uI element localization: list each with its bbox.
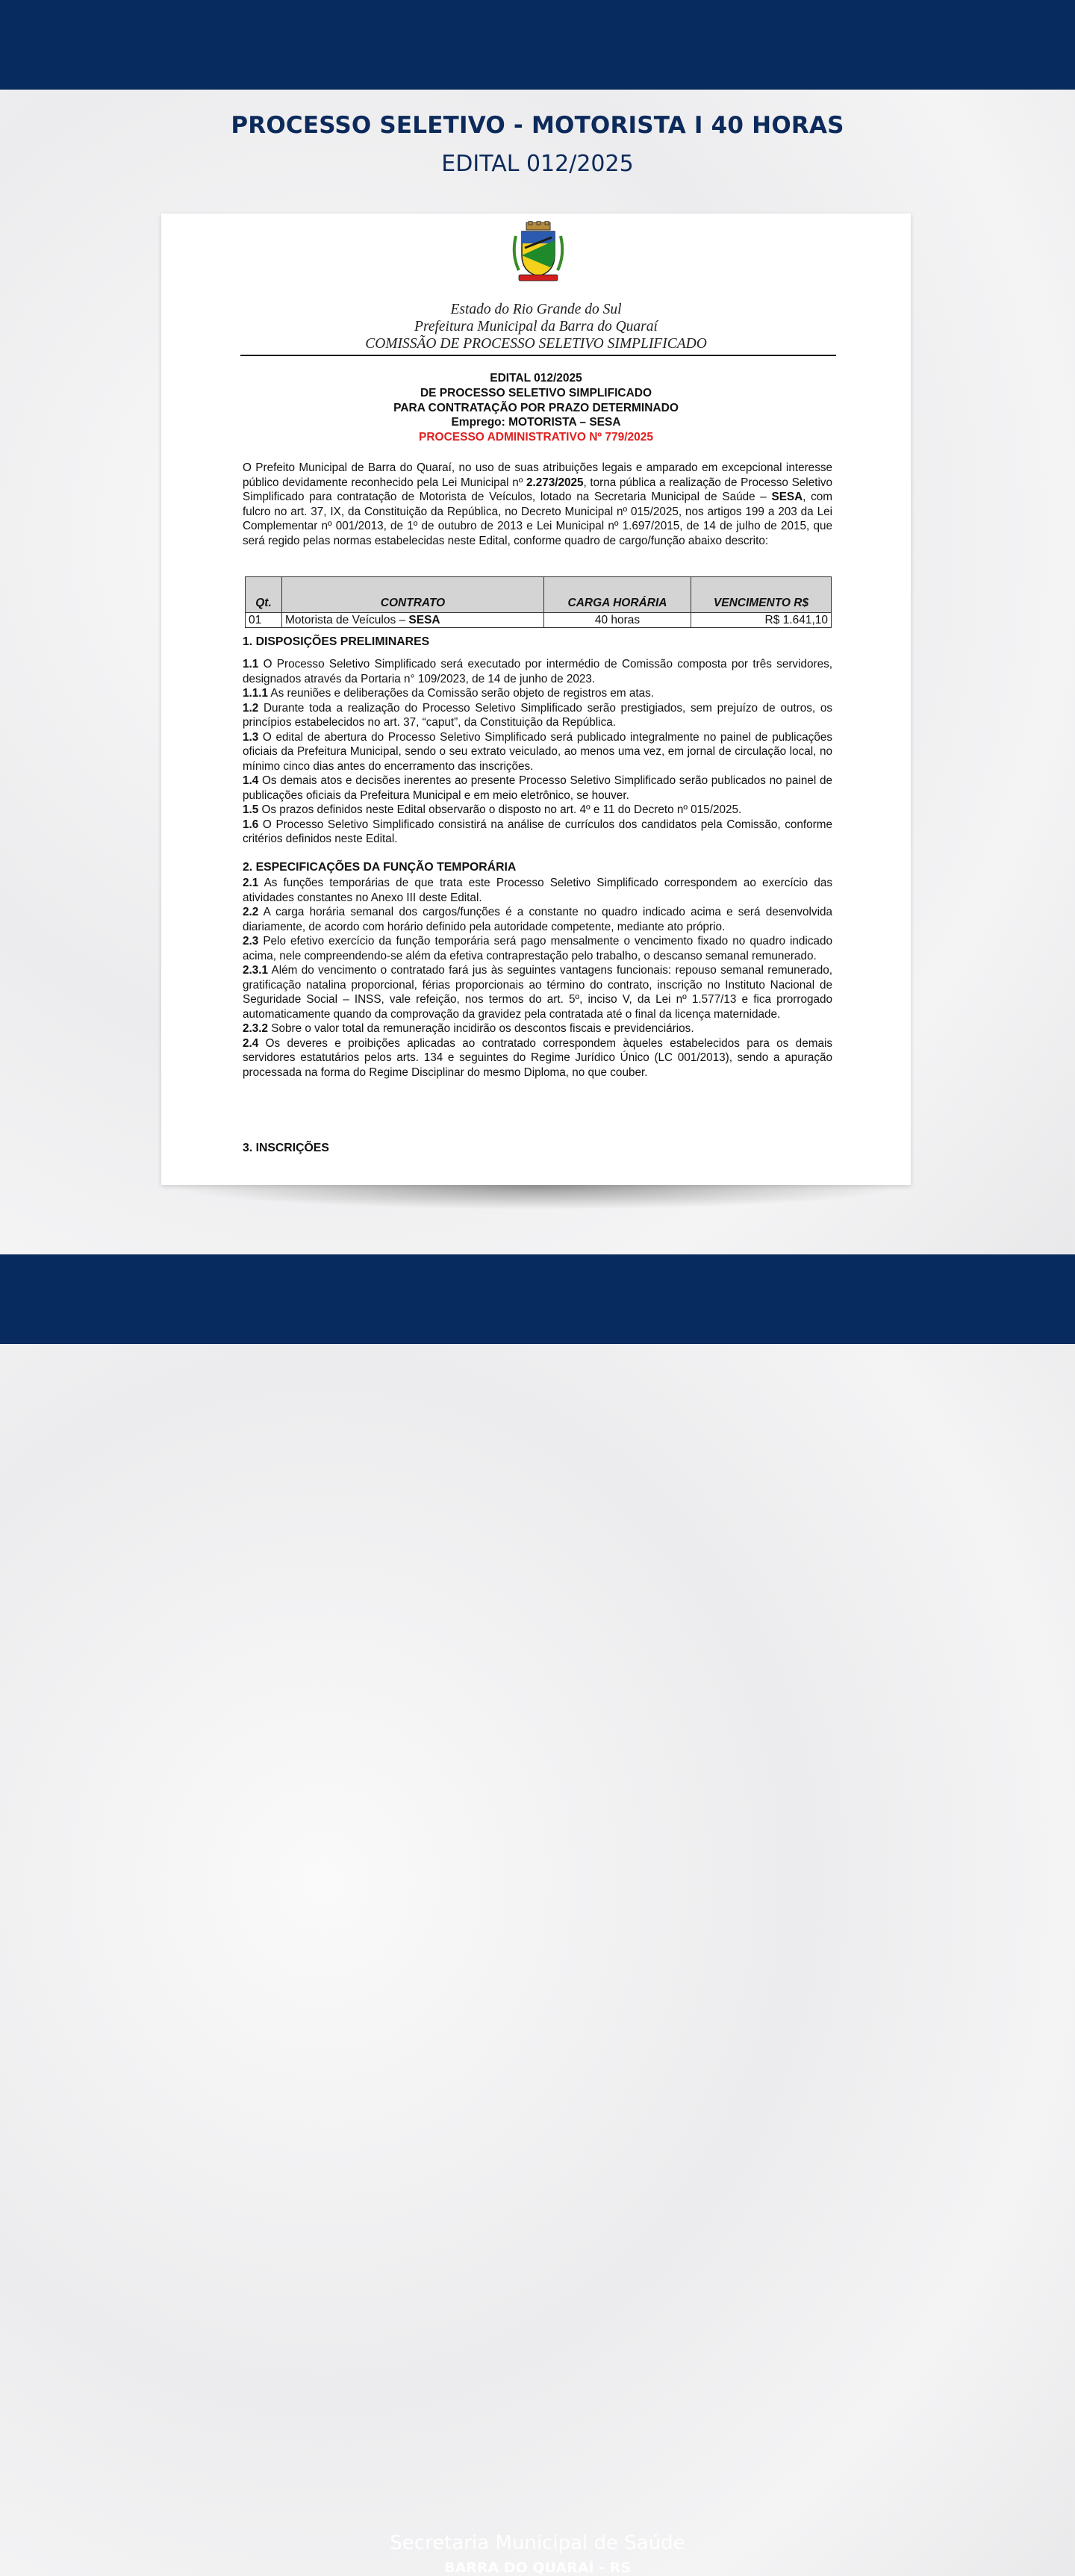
list-item: 1.2 Durante toda a realização do Processo Seletivo Simplificado serão prestigiados, sem prejuízo de outros, os princípios estabelecidos no art. 37, “caput”, da Constituição da República. — [243, 701, 832, 729]
org-line-prefeitura: Prefeitura Municipal da Barra do Quaraí — [414, 319, 658, 335]
document-page — [161, 214, 911, 1185]
list-item: 1.1 O Processo Seletivo Simplificado será executado por intermédio de Comissão composta por três servidores, designados através da Portaria n° 109/2023, de 14 de junho de 2023. — [243, 658, 832, 685]
position-table — [245, 576, 832, 628]
list-item: 2.3.1 Além do vencimento o contratado fará jus às seguintes vantagens funcionais: repouso semanal remunerado, gratificação natalina proporcional, férias proporcionais ao término do contrato, inscrição no Instituto Nacional de Seguridade Social – INSS, vale refeição, nos termos do art. 5º, inciso V, da Lei nº 1.577/13 e fica prorrogado automaticamente quando da comprovação da gravidez pela contratada até o final da licença maternidade. — [243, 964, 832, 1021]
cell-contrato: Motorista de Veículos – SESA — [282, 613, 544, 628]
list-item: 1.4 Os demais atos e decisões inerentes ao presente Processo Seletivo Simplificado serão publicados no painel de publicações oficiais da Prefeitura Municipal e em meio eletrônico, se houver. — [243, 774, 832, 802]
footer-secretaria: Secretaria Municipal de Saúde — [390, 2532, 685, 2554]
edital-processo-administrativo: PROCESSO ADMINISTRATIVO Nº 779/2025 — [418, 431, 654, 444]
edital-emprego: Emprego: MOTORISTA – SESA — [451, 416, 621, 429]
edital-number: EDITAL 012/2025 — [490, 372, 582, 385]
list-item: 2.4 Os deveres e proibições aplicadas ao contratado correspondem àqueles estabelecidos para os demais servidores estatutários pelos arts. 134 e seguintes do Regime Jurídico Único (LC 001/2013), sendo a apuração processada na forma do Regime Disciplinar do mesmo Diploma, no que couber. — [243, 1036, 832, 1079]
list-item: 1.3 O edital de abertura do Processo Seletivo Simplificado será publicado integralmente no painel de publicações oficiais da Prefeitura Municipal, sendo o seu extrato veiculado, ao menos uma vez, em jornal de circulação local, no mínimo cinco dias antes do encerramento das inscrições. — [243, 730, 832, 773]
section-3-title: 3. INSCRIÇÕES — [243, 1142, 329, 1154]
list-item: 1.6 O Processo Seletivo Simplificado consistirá na análise de currículos dos candidatos pela Comissão, conforme critérios definidos neste Edital. — [243, 818, 832, 845]
list-item: 2.3 Pelo efetivo exercício da função temporária será pago mensalmente o vencimento fixado no quadro indicado acima, nele compreendendo-se além da efetiva contraprestação pelo trabalho, o descanso semanal remunerado. — [243, 935, 832, 962]
top-banner — [0, 0, 1075, 90]
intro-paragraph: O Prefeito Municipal de Barra do Quaraí, no uso de suas atribuições legais e amparado em excepcional interesse público devidamente reconhecido pela Lei Municipal nº 2.273/2025, torna pública a realização de Processo Seletivo Simplificado para contratação de Motorista de Veículos, lotado na Secretaria Municipal de Saúde – SESA, com fulcro no art. 37, IX, da Constituição da República, no Decreto Municipal nº 015/2025, nos artigos 199 a 203 da Lei Complementar nº 001/2013, de 1º de outubro de 2013 e Lei Municipal nº 1.697/2015, de 14 de julho de 2015, que será regido pelas normas estabelecidas neste Edital, conforme quadro de cargo/função abaixo descrito: — [243, 461, 832, 547]
list-item: 1.1.1 As reuniões e deliberações da Comissão serão objeto de registros em atas. — [243, 687, 655, 700]
edital-line-3: PARA CONTRATAÇÃO POR PRAZO DETERMINADO — [393, 402, 679, 414]
table-row — [246, 613, 832, 628]
table-header-qt: Qt. — [246, 577, 282, 613]
list-item: 2.2 A carga horária semanal dos cargos/funções é a constante no quadro indicado acima e será desenvolvida diariamente, de acordo com horário definido pela autoridade competente, mediante ato próprio. — [243, 906, 832, 933]
page-title: PROCESSO SELETIVO - MOTORISTA I 40 HORAS — [231, 112, 844, 139]
section-1-body — [243, 657, 832, 847]
org-line-state: Estado do Rio Grande do Sul — [450, 302, 622, 317]
cell-vencimento: R$ 1.641,10 — [691, 613, 832, 628]
edital-line-2: DE PROCESSO SELETIVO SIMPLIFICADO — [420, 387, 652, 399]
header-rule — [240, 355, 836, 356]
cell-qt: 01 — [246, 613, 282, 628]
list-item: 2.1 As funções temporárias de que trata este Processo Seletivo Simplificado correspondem ao exercício das atividades constantes no Anexo III deste Edital. — [243, 877, 832, 904]
list-item: 2.3.2 Sobre o valor total da remuneração incidirão os descontos fiscais e previdenciários. — [243, 1022, 694, 1035]
table-header-carga: CARGA HORÁRIA — [544, 577, 691, 613]
section-1-title: 1. DISPOSIÇÕES PRELIMINARES — [243, 635, 430, 648]
table-header-vencimento: VENCIMENTO R$ — [691, 577, 832, 613]
table-header-contrato: CONTRATO — [282, 577, 544, 613]
footer-banner — [0, 1254, 1075, 2576]
section-2-title: 2. ESPECIFICAÇÕES DA FUNÇÃO TEMPORÁRIA — [243, 861, 517, 874]
municipal-crest-icon — [508, 221, 568, 285]
footer-city: BARRA DO QUARAÍ - RS — [444, 2560, 631, 2576]
org-line-comissao: COMISSÃO DE PROCESSO SELETIVO SIMPLIFICADO — [365, 336, 707, 352]
list-item: 1.5 Os prazos definidos neste Edital observarão o disposto no art. 4º e 11 do Decreto nº 015/2025. — [243, 803, 742, 816]
cell-carga: 40 horas — [544, 613, 691, 628]
section-2-body — [243, 876, 832, 1080]
page-subtitle: EDITAL 012/2025 — [441, 151, 634, 177]
